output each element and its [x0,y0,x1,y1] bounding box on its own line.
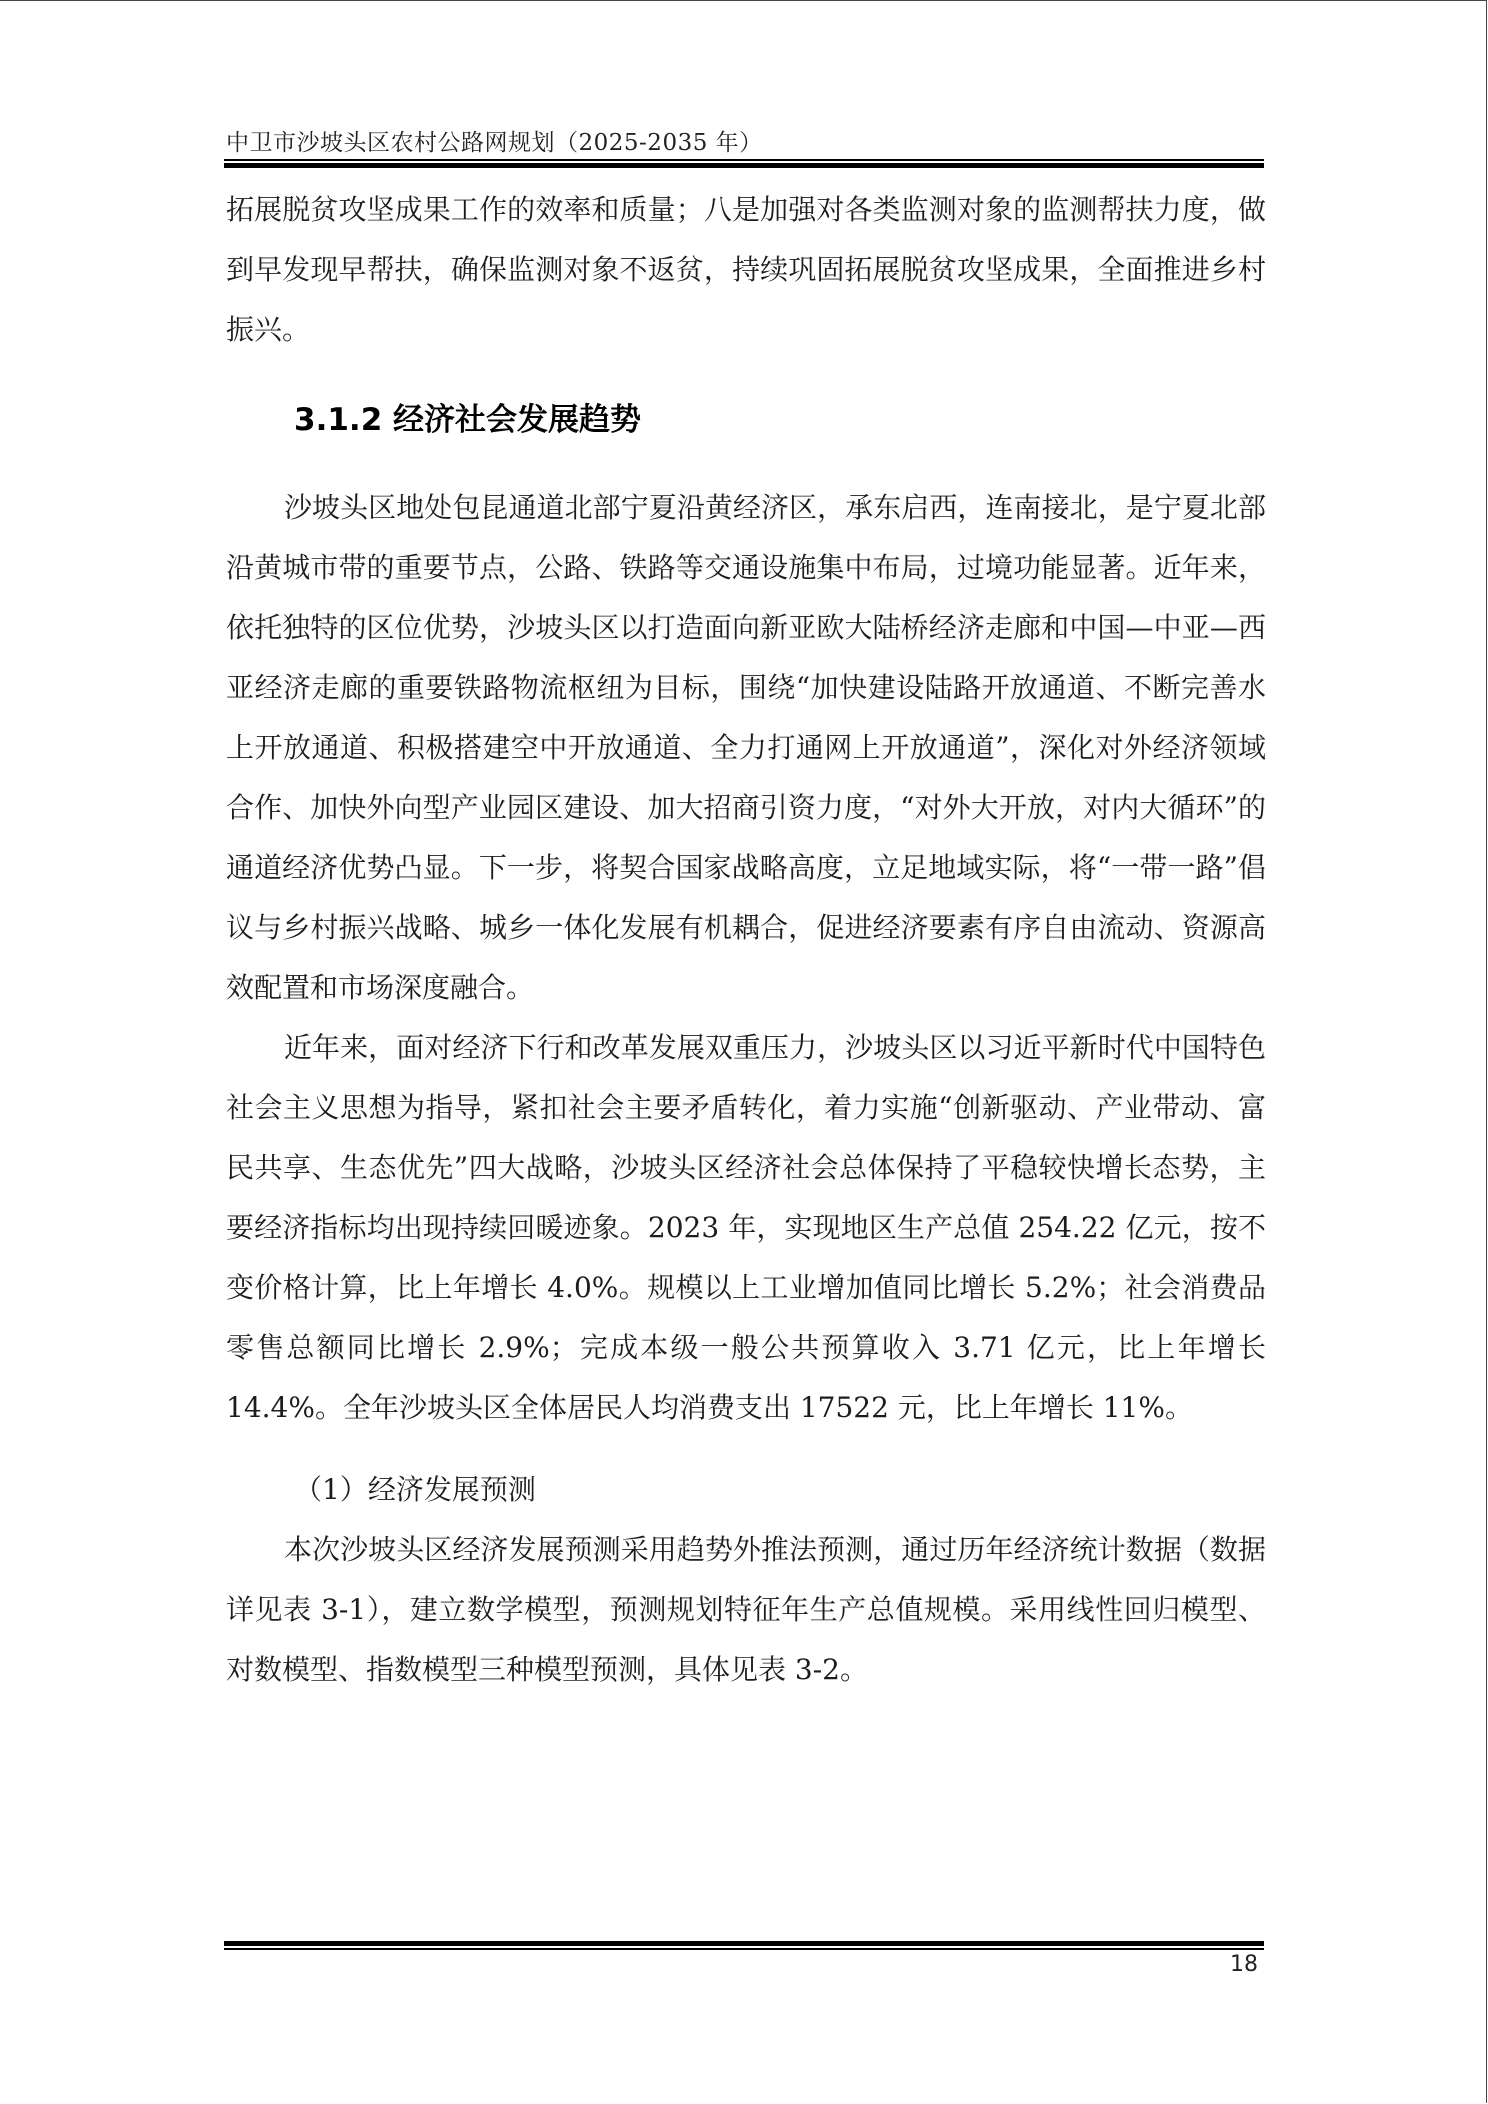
paragraph-2: 近年来，面对经济下行和改革发展双重压力，沙坡头区以习近平新时代中国特色社会主义思想为指导，紧扣社会主要矛盾转化，着力实施“创新驱动、产业带动、富民共享、生态优先”四大战略，沙坡头区经济社会总体保持了平稳较快增长态势，主要经济指标均出现持续回暖迹象。2023 年，实现地区生产总值 254.22 亿元，按不变价格计算，比上年增长 4.0%。规模以上工业增加值同比增长 5.2%；社会消费品零售总额同比增长 2.9%；完成本级一般公共预算收入 3.71 亿元，比上年增长 14.4%。全年沙坡头区全体居民人均消费支出 17522 元，比上年增长 11%。 [226,1031,1266,1424]
paragraph-continued: 拓展脱贫攻坚成果工作的效率和质量；八是加强对各类监测对象的监测帮扶力度，做到早发现早帮扶，确保监测对象不返贫，持续巩固拓展脱贫攻坚成果，全面推进乡村振兴。 [226,193,1266,346]
header-rule-thick [224,163,1264,168]
page-number: 18 [1230,1952,1258,1977]
running-header: 中卫市沙坡头区农村公路网规划（2025-2035 年） [226,130,763,156]
document-body [226,180,1266,1700]
paragraph-1: 沙坡头区地处包昆通道北部宁夏沿黄经济区，承东启西，连南接北，是宁夏北部沿黄城市带的重要节点，公路、铁路等交通设施集中布局，过境功能显著。近年来，依托独特的区位优势，沙坡头区以打造面向新亚欧大陆桥经济走廊和中国—中亚—西亚经济走廊的重要铁路物流枢纽为目标，围绕“加快建设陆路开放通道、不断完善水上开放通道、积极搭建空中开放通道、全力打通网上开放通道”，深化对外经济领域合作、加快外向型产业园区建设、加大招商引资力度，“对外大开放，对内大循环”的通道经济优势凸显。下一步，将契合国家战略高度，立足地域实际，将“一带一路”倡议与乡村振兴战略、城乡一体化发展有机耦合，促进经济要素有序自由流动、资源高效配置和市场深度融合。 [226,491,1266,1004]
subsection-title: （1）经济发展预测 [294,1473,536,1506]
footer-rule-thick [224,1941,1264,1946]
footer-rule-thin [224,1948,1264,1950]
section-title: 3.1.2 经济社会发展趋势 [294,402,642,438]
header-rule-thin [224,159,1264,161]
paragraph-3: 本次沙坡头区经济发展预测采用趋势外推法预测，通过历年经济统计数据（数据详见表 3-1），建立数学模型，预测规划特征年生产总值规模。采用线性回归模型、对数模型、指数模型三种模型预测，具体见表 3-2。 [226,1533,1266,1686]
